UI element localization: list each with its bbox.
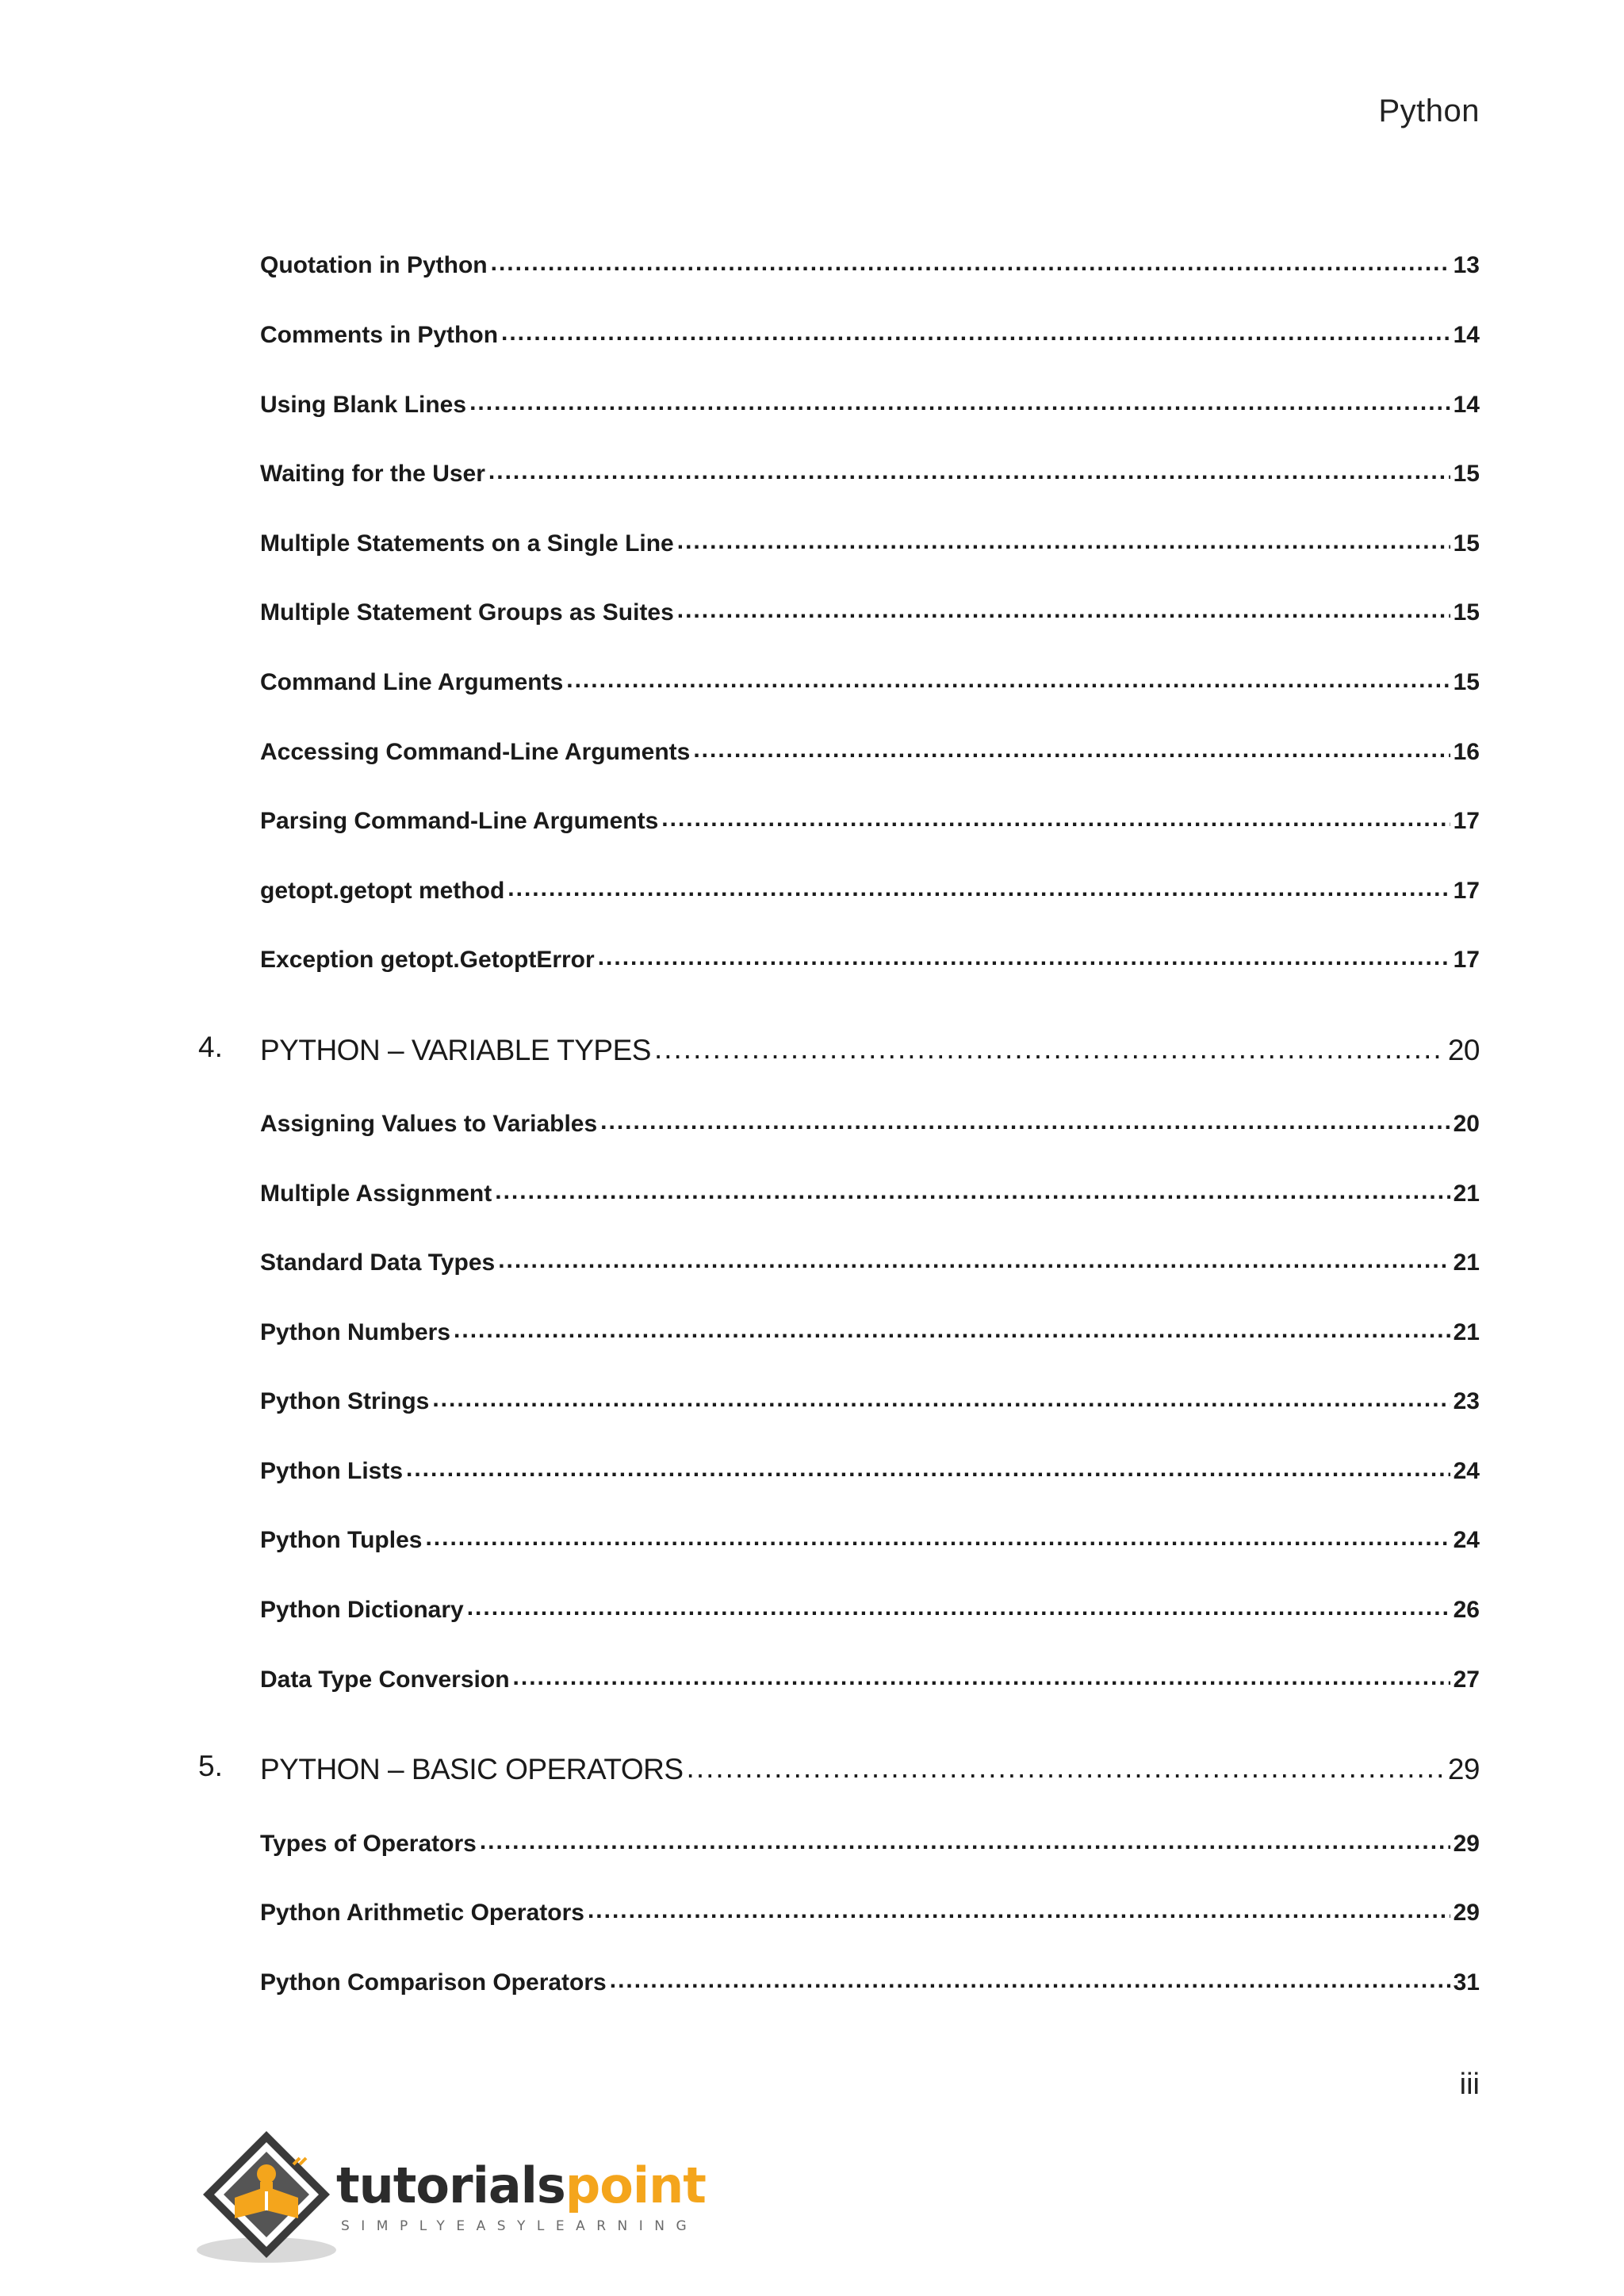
toc-entry[interactable] [260,1246,1480,1281]
running-header: Python [1378,94,1480,128]
toc-entry-page: 15 [1453,669,1480,695]
toc-leader-dots [406,1455,1450,1479]
toc-leader-dots [513,1663,1450,1687]
toc-leader-dots [480,1827,1450,1851]
toc-entry-title: Using Blank Lines [260,392,467,418]
toc-entry[interactable] [260,874,1480,909]
toc-chapter-page: 20 [1447,1034,1480,1066]
toc-entry-title: Python Comparison Operators [260,1969,607,1996]
toc-entry-title: Multiple Statements on a Single Line [260,530,674,557]
toc-entry[interactable] [260,1594,1480,1628]
toc-leader-dots [432,1385,1450,1409]
toc-leader-dots [677,527,1450,551]
toc-entry-page: 20 [1453,1111,1480,1137]
toc-entry-title: Parsing Command-Line Arguments [260,808,659,834]
toc-entry[interactable] [260,1455,1480,1490]
logo-emblem-icon [195,2125,338,2267]
toc-entry-page: 15 [1453,461,1480,487]
toc-entry-title: Waiting for the User [260,461,485,487]
logo-wordmark-dark: tutorials [336,2156,565,2214]
toc-entry-title: Accessing Command-Line Arguments [260,739,691,765]
toc-entry-title: Command Line Arguments [260,669,564,695]
toc-leader-dots [467,1594,1450,1617]
toc-leader-dots [566,666,1450,690]
toc-leader-dots [488,457,1450,481]
toc-chapter-entry[interactable] [260,1031,1480,1073]
toc-entry[interactable] [260,1524,1480,1559]
toc-entry-title: Standard Data Types [260,1249,496,1276]
toc-entry-title: Python Arithmetic Operators [260,1900,584,1926]
toc-entry-title: Quotation in Python [260,252,488,278]
toc-entry-title: Multiple Statement Groups as Suites [260,599,674,626]
toc-entry[interactable] [260,736,1480,771]
toc-entry-title: Assigning Values to Variables [260,1111,598,1137]
toc-leader-dots [454,1316,1450,1340]
toc-entry-page: 21 [1453,1249,1480,1276]
toc-entry-title: Multiple Assignment [260,1181,492,1207]
toc-entry-page: 24 [1453,1527,1480,1553]
toc-leader-dots [425,1524,1450,1548]
toc-chapter-title: PYTHON – VARIABLE TYPES [260,1034,651,1066]
toc-entry[interactable] [260,666,1480,701]
toc-leader-dots [469,388,1450,412]
toc-entry-page: 14 [1453,392,1480,418]
toc-entry-page: 29 [1453,1831,1480,1857]
toc-entry-page: 21 [1453,1319,1480,1345]
toc-entry-title: Python Numbers [260,1319,451,1345]
toc-leader-dots [498,1246,1450,1270]
toc-chapter-entry[interactable] [260,1750,1480,1793]
toc-entry[interactable] [260,319,1480,354]
toc-entry-page: 23 [1453,1388,1480,1414]
toc-entry-title: Python Dictionary [260,1597,464,1623]
toc-entry-page: 17 [1453,808,1480,834]
toc-entry-title: Exception getopt.GetoptError [260,947,595,973]
toc-entry-page: 17 [1453,947,1480,973]
logo-tagline: SIMPLYEASYLEARNING [341,2218,699,2234]
toc-entry-page: 16 [1453,739,1480,765]
toc-entry-page: 26 [1453,1597,1480,1623]
logo-wordmark [336,2156,706,2214]
toc-entry-title: Python Lists [260,1458,404,1484]
page-number: iii [1459,2068,1480,2101]
toc-entry[interactable] [260,596,1480,631]
toc-chapter-title: PYTHON – BASIC OPERATORS [260,1753,684,1785]
toc-entry[interactable] [260,1827,1480,1862]
toc-leader-dots [687,1750,1445,1779]
toc-leader-dots [495,1177,1450,1201]
toc-entry[interactable] [260,1663,1480,1698]
toc-entry[interactable] [260,805,1480,840]
toc-leader-dots [693,736,1450,760]
toc-entry-page: 15 [1453,599,1480,626]
toc-entry[interactable] [260,1108,1480,1142]
toc-leader-dots [610,1966,1450,1990]
toc-entry[interactable] [260,457,1480,492]
toc-entry-page: 17 [1453,878,1480,904]
toc-leader-dots [508,874,1450,898]
toc-entry-page: 29 [1453,1900,1480,1926]
toc-leader-dots [491,249,1450,273]
toc-leader-dots [501,319,1450,342]
toc-entry[interactable] [260,388,1480,423]
tutorialspoint-logo [195,2125,706,2267]
toc-entry-page: 21 [1453,1181,1480,1207]
toc-entry-page: 27 [1453,1667,1480,1693]
toc-leader-dots [677,596,1450,620]
chapter-number: 4. [198,1031,223,1063]
toc-leader-dots [661,805,1450,828]
toc-entry-page: 15 [1453,530,1480,557]
toc-entry-page: 24 [1453,1458,1480,1484]
toc-leader-dots [598,943,1450,967]
toc-entry-title: Python Strings [260,1388,430,1414]
toc-entry-title: Python Tuples [260,1527,423,1553]
toc-entry[interactable] [260,1316,1480,1351]
chapter-number: 5. [198,1750,223,1782]
toc-entry[interactable] [260,527,1480,562]
toc-entry-title: Comments in Python [260,322,499,348]
toc-chapter-page: 29 [1447,1753,1480,1785]
toc-leader-dots [600,1108,1450,1131]
toc-entry[interactable] [260,943,1480,978]
toc-leader-dots [588,1896,1450,1920]
toc-entry-page: 31 [1453,1969,1480,1996]
toc-entry[interactable] [260,249,1480,284]
toc-entry[interactable] [260,1177,1480,1212]
toc-entry-title: Data Type Conversion [260,1667,510,1693]
toc-entry-page: 13 [1453,252,1480,278]
toc-entry-title: Types of Operators [260,1831,477,1857]
toc-entry[interactable] [260,1896,1480,1931]
toc-entry[interactable] [260,1966,1480,2001]
logo-wordmark-accent: point [565,2156,706,2214]
toc-entry[interactable] [260,1385,1480,1420]
toc-leader-dots [654,1031,1445,1060]
toc-entry-title: getopt.getopt method [260,878,505,904]
toc-entry-page: 14 [1453,322,1480,348]
